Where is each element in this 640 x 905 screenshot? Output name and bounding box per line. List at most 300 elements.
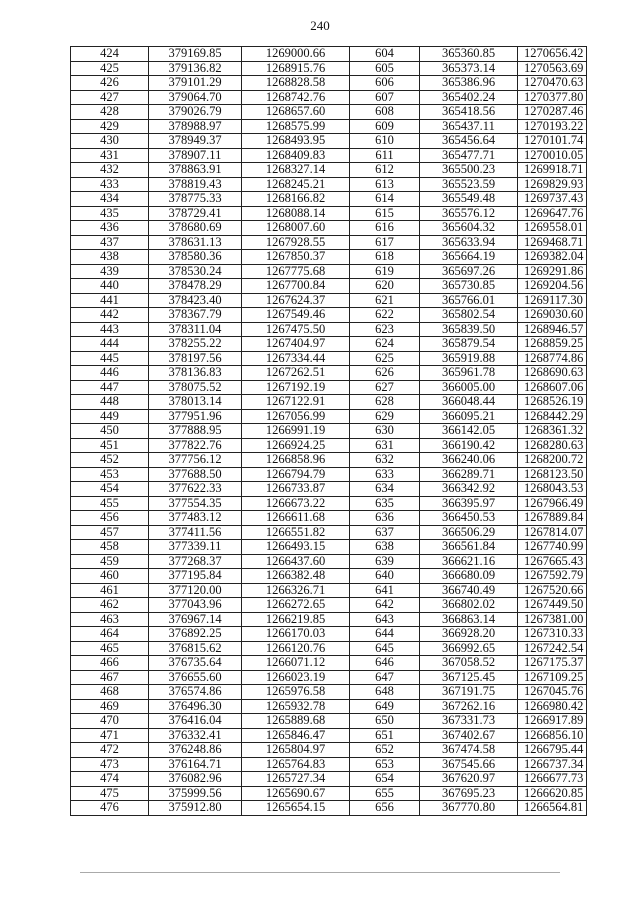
y-coordinate-left: 1266611.68 [242,511,350,526]
point-number-left: 462 [71,598,149,613]
point-number-right: 646 [350,656,420,671]
y-coordinate-left: 1266493.15 [242,540,350,555]
y-coordinate-right: 1269204.56 [518,279,587,294]
y-coordinate-right: 1269030.60 [518,308,587,323]
point-number-right: 631 [350,438,420,453]
table-row [71,540,587,555]
x-coordinate-left: 376164.71 [149,757,242,772]
point-number-left: 470 [71,714,149,729]
table-row [71,308,587,323]
x-coordinate-left: 378530.24 [149,264,242,279]
y-coordinate-left: 1267700.84 [242,279,350,294]
x-coordinate-left: 378631.13 [149,235,242,250]
y-coordinate-left: 1268657.60 [242,105,350,120]
point-number-left: 463 [71,612,149,627]
x-coordinate-left: 377622.33 [149,482,242,497]
table-row [71,47,587,62]
x-coordinate-right: 365633.94 [420,235,518,250]
point-number-right: 655 [350,786,420,801]
x-coordinate-right: 367262.16 [420,699,518,714]
x-coordinate-left: 378075.52 [149,380,242,395]
y-coordinate-left: 1265654.15 [242,801,350,816]
point-number-left: 430 [71,134,149,149]
x-coordinate-left: 378988.97 [149,119,242,134]
x-coordinate-right: 367402.67 [420,728,518,743]
table-row [71,641,587,656]
point-number-right: 634 [350,482,420,497]
y-coordinate-left: 1266794.79 [242,467,350,482]
y-coordinate-right: 1270193.22 [518,119,587,134]
y-coordinate-left: 1269000.66 [242,47,350,62]
point-number-left: 472 [71,743,149,758]
table-row [71,438,587,453]
y-coordinate-right: 1268361.32 [518,424,587,439]
point-number-left: 432 [71,163,149,178]
y-coordinate-left: 1265976.58 [242,685,350,700]
table-row [71,424,587,439]
x-coordinate-right: 365437.11 [420,119,518,134]
x-coordinate-right: 365549.48 [420,192,518,207]
coordinate-table-body [71,47,587,816]
y-coordinate-left: 1266272.65 [242,598,350,613]
table-row [71,409,587,424]
y-coordinate-left: 1267850.37 [242,250,350,265]
y-coordinate-left: 1268409.83 [242,148,350,163]
point-number-right: 621 [350,293,420,308]
y-coordinate-left: 1266219.85 [242,612,350,627]
y-coordinate-right: 1269468.71 [518,235,587,250]
x-coordinate-left: 377554.35 [149,496,242,511]
point-number-right: 609 [350,119,420,134]
table-row [71,322,587,337]
x-coordinate-left: 375912.80 [149,801,242,816]
point-number-left: 450 [71,424,149,439]
y-coordinate-right: 1268526.19 [518,395,587,410]
x-coordinate-right: 366680.09 [420,569,518,584]
x-coordinate-right: 366506.29 [420,525,518,540]
point-number-left: 445 [71,351,149,366]
x-coordinate-right: 365664.19 [420,250,518,265]
x-coordinate-left: 378819.43 [149,177,242,192]
x-coordinate-right: 365402.24 [420,90,518,105]
x-coordinate-left: 378255.22 [149,337,242,352]
table-row [71,670,587,685]
x-coordinate-right: 367125.45 [420,670,518,685]
point-number-left: 476 [71,801,149,816]
y-coordinate-left: 1265690.67 [242,786,350,801]
y-coordinate-right: 1268859.25 [518,337,587,352]
y-coordinate-right: 1270470.63 [518,76,587,91]
y-coordinate-left: 1265889.68 [242,714,350,729]
table-row [71,380,587,395]
x-coordinate-right: 367331.73 [420,714,518,729]
point-number-right: 638 [350,540,420,555]
table-row [71,482,587,497]
point-number-right: 607 [350,90,420,105]
y-coordinate-right: 1266795.44 [518,743,587,758]
table-row [71,525,587,540]
y-coordinate-right: 1267109.25 [518,670,587,685]
x-coordinate-left: 377888.95 [149,424,242,439]
y-coordinate-right: 1266980.42 [518,699,587,714]
point-number-left: 433 [71,177,149,192]
point-number-left: 458 [71,540,149,555]
point-number-left: 444 [71,337,149,352]
table-row [71,206,587,221]
point-number-right: 654 [350,772,420,787]
point-number-left: 429 [71,119,149,134]
y-coordinate-left: 1267334.44 [242,351,350,366]
x-coordinate-right: 366095.21 [420,409,518,424]
table-row [71,366,587,381]
table-row [71,728,587,743]
point-number-right: 618 [350,250,420,265]
point-number-left: 456 [71,511,149,526]
x-coordinate-right: 366450.53 [420,511,518,526]
y-coordinate-right: 1266737.34 [518,757,587,772]
point-number-right: 617 [350,235,420,250]
table-row [71,801,587,816]
table-row [71,757,587,772]
x-coordinate-right: 366561.84 [420,540,518,555]
y-coordinate-left: 1268088.14 [242,206,350,221]
x-coordinate-left: 377120.00 [149,583,242,598]
table-row [71,467,587,482]
point-number-left: 447 [71,380,149,395]
y-coordinate-right: 1268607.06 [518,380,587,395]
y-coordinate-right: 1267889.84 [518,511,587,526]
point-number-right: 606 [350,76,420,91]
x-coordinate-left: 376416.04 [149,714,242,729]
table-row [71,163,587,178]
x-coordinate-left: 378197.56 [149,351,242,366]
y-coordinate-left: 1268915.76 [242,61,350,76]
x-coordinate-left: 378478.29 [149,279,242,294]
x-coordinate-left: 376496.30 [149,699,242,714]
y-coordinate-right: 1270563.69 [518,61,587,76]
y-coordinate-right: 1268442.29 [518,409,587,424]
x-coordinate-left: 376082.96 [149,772,242,787]
y-coordinate-left: 1268493.95 [242,134,350,149]
point-number-left: 467 [71,670,149,685]
point-number-right: 608 [350,105,420,120]
x-coordinate-left: 379136.82 [149,61,242,76]
point-number-right: 642 [350,598,420,613]
x-coordinate-left: 377756.12 [149,453,242,468]
x-coordinate-left: 378680.69 [149,221,242,236]
y-coordinate-left: 1266733.87 [242,482,350,497]
x-coordinate-left: 377043.96 [149,598,242,613]
point-number-left: 461 [71,583,149,598]
x-coordinate-left: 378863.91 [149,163,242,178]
x-coordinate-right: 367191.75 [420,685,518,700]
point-number-right: 639 [350,554,420,569]
table-row [71,90,587,105]
x-coordinate-right: 365766.01 [420,293,518,308]
x-coordinate-right: 367770.80 [420,801,518,816]
y-coordinate-right: 1270377.80 [518,90,587,105]
x-coordinate-left: 376655.60 [149,670,242,685]
table-row [71,221,587,236]
y-coordinate-right: 1269382.04 [518,250,587,265]
point-number-left: 466 [71,656,149,671]
y-coordinate-left: 1266071.12 [242,656,350,671]
y-coordinate-right: 1268774.86 [518,351,587,366]
y-coordinate-right: 1268690.63 [518,366,587,381]
table-row [71,583,587,598]
x-coordinate-right: 366142.05 [420,424,518,439]
table-row [71,235,587,250]
table-row [71,656,587,671]
y-coordinate-right: 1266620.85 [518,786,587,801]
y-coordinate-left: 1266170.03 [242,627,350,642]
point-number-left: 434 [71,192,149,207]
point-number-left: 455 [71,496,149,511]
x-coordinate-left: 377411.56 [149,525,242,540]
y-coordinate-left: 1266437.60 [242,554,350,569]
y-coordinate-right: 1267381.00 [518,612,587,627]
x-coordinate-left: 377195.84 [149,569,242,584]
point-number-right: 640 [350,569,420,584]
x-coordinate-right: 367474.58 [420,743,518,758]
x-coordinate-right: 365456.64 [420,134,518,149]
x-coordinate-right: 365477.71 [420,148,518,163]
y-coordinate-right: 1268946.57 [518,322,587,337]
point-number-left: 436 [71,221,149,236]
point-number-right: 637 [350,525,420,540]
point-number-right: 647 [350,670,420,685]
y-coordinate-right: 1269737.43 [518,192,587,207]
x-coordinate-left: 378729.41 [149,206,242,221]
bottom-divider [80,872,560,873]
y-coordinate-right: 1266677.73 [518,772,587,787]
point-number-right: 652 [350,743,420,758]
y-coordinate-right: 1267966.49 [518,496,587,511]
point-number-left: 475 [71,786,149,801]
point-number-right: 604 [350,47,420,62]
x-coordinate-right: 365576.12 [420,206,518,221]
point-number-right: 648 [350,685,420,700]
point-number-right: 630 [350,424,420,439]
point-number-right: 629 [350,409,420,424]
point-number-right: 612 [350,163,420,178]
point-number-right: 641 [350,583,420,598]
x-coordinate-right: 367545.66 [420,757,518,772]
y-coordinate-right: 1268200.72 [518,453,587,468]
x-coordinate-right: 365879.54 [420,337,518,352]
x-coordinate-right: 366740.49 [420,583,518,598]
point-number-right: 613 [350,177,420,192]
point-number-left: 453 [71,467,149,482]
y-coordinate-left: 1266382.48 [242,569,350,584]
y-coordinate-left: 1265764.83 [242,757,350,772]
x-coordinate-left: 376815.62 [149,641,242,656]
x-coordinate-left: 378580.36 [149,250,242,265]
x-coordinate-left: 379026.79 [149,105,242,120]
point-number-left: 427 [71,90,149,105]
point-number-right: 643 [350,612,420,627]
table-row [71,496,587,511]
y-coordinate-left: 1267192.19 [242,380,350,395]
y-coordinate-left: 1265846.47 [242,728,350,743]
point-number-right: 626 [350,366,420,381]
point-number-right: 635 [350,496,420,511]
point-number-left: 442 [71,308,149,323]
point-number-left: 452 [71,453,149,468]
x-coordinate-left: 376574.86 [149,685,242,700]
point-number-right: 624 [350,337,420,352]
x-coordinate-right: 366992.65 [420,641,518,656]
y-coordinate-left: 1268166.82 [242,192,350,207]
table-row [71,105,587,120]
point-number-left: 448 [71,395,149,410]
table-row [71,337,587,352]
y-coordinate-right: 1266856.10 [518,728,587,743]
y-coordinate-right: 1269117.30 [518,293,587,308]
y-coordinate-left: 1265932.78 [242,699,350,714]
x-coordinate-right: 365418.56 [420,105,518,120]
point-number-right: 616 [350,221,420,236]
x-coordinate-right: 366802.02 [420,598,518,613]
y-coordinate-left: 1267928.55 [242,235,350,250]
point-number-right: 636 [350,511,420,526]
point-number-left: 439 [71,264,149,279]
point-number-right: 645 [350,641,420,656]
y-coordinate-left: 1266924.25 [242,438,350,453]
y-coordinate-left: 1267475.50 [242,322,350,337]
y-coordinate-right: 1267520.66 [518,583,587,598]
point-number-right: 627 [350,380,420,395]
x-coordinate-right: 365730.85 [420,279,518,294]
x-coordinate-right: 366048.44 [420,395,518,410]
table-row [71,453,587,468]
y-coordinate-right: 1267449.50 [518,598,587,613]
y-coordinate-left: 1265727.34 [242,772,350,787]
x-coordinate-right: 367058.52 [420,656,518,671]
point-number-right: 649 [350,699,420,714]
y-coordinate-left: 1267262.51 [242,366,350,381]
point-number-left: 449 [71,409,149,424]
x-coordinate-right: 365604.32 [420,221,518,236]
table-row [71,714,587,729]
point-number-left: 441 [71,293,149,308]
point-number-left: 471 [71,728,149,743]
x-coordinate-right: 366863.14 [420,612,518,627]
coordinate-table [70,46,587,816]
x-coordinate-right: 365919.88 [420,351,518,366]
point-number-left: 431 [71,148,149,163]
x-coordinate-left: 379169.85 [149,47,242,62]
x-coordinate-right: 365961.78 [420,366,518,381]
point-number-right: 605 [350,61,420,76]
y-coordinate-left: 1268327.14 [242,163,350,178]
table-row [71,598,587,613]
y-coordinate-left: 1268742.76 [242,90,350,105]
x-coordinate-right: 366395.97 [420,496,518,511]
x-coordinate-right: 365697.26 [420,264,518,279]
y-coordinate-right: 1270287.46 [518,105,587,120]
x-coordinate-right: 365373.14 [420,61,518,76]
y-coordinate-left: 1268007.60 [242,221,350,236]
point-number-right: 610 [350,134,420,149]
x-coordinate-right: 367620.97 [420,772,518,787]
y-coordinate-right: 1268123.50 [518,467,587,482]
point-number-right: 622 [350,308,420,323]
y-coordinate-left: 1267122.91 [242,395,350,410]
point-number-left: 435 [71,206,149,221]
x-coordinate-right: 365802.54 [420,308,518,323]
y-coordinate-right: 1268280.63 [518,438,587,453]
y-coordinate-right: 1267665.43 [518,554,587,569]
x-coordinate-right: 365386.96 [420,76,518,91]
table-row [71,627,587,642]
y-coordinate-right: 1267045.76 [518,685,587,700]
y-coordinate-left: 1267775.68 [242,264,350,279]
y-coordinate-left: 1266326.71 [242,583,350,598]
y-coordinate-left: 1265804.97 [242,743,350,758]
x-coordinate-left: 378367.79 [149,308,242,323]
point-number-left: 424 [71,47,149,62]
y-coordinate-left: 1268828.58 [242,76,350,91]
table-row [71,177,587,192]
x-coordinate-left: 377951.96 [149,409,242,424]
x-coordinate-left: 377483.12 [149,511,242,526]
y-coordinate-right: 1269918.71 [518,163,587,178]
point-number-right: 623 [350,322,420,337]
x-coordinate-left: 378423.40 [149,293,242,308]
x-coordinate-right: 365523.59 [420,177,518,192]
table-row [71,192,587,207]
y-coordinate-right: 1270656.42 [518,47,587,62]
x-coordinate-left: 379101.29 [149,76,242,91]
point-number-right: 644 [350,627,420,642]
table-row [71,786,587,801]
table-row [71,119,587,134]
y-coordinate-left: 1266673.22 [242,496,350,511]
point-number-right: 651 [350,728,420,743]
point-number-left: 440 [71,279,149,294]
y-coordinate-left: 1266551.82 [242,525,350,540]
table-row [71,554,587,569]
y-coordinate-right: 1269291.86 [518,264,587,279]
table-row [71,511,587,526]
table-row [71,699,587,714]
y-coordinate-right: 1270101.74 [518,134,587,149]
x-coordinate-left: 378775.33 [149,192,242,207]
y-coordinate-right: 1268043.53 [518,482,587,497]
point-number-left: 438 [71,250,149,265]
point-number-left: 428 [71,105,149,120]
point-number-left: 459 [71,554,149,569]
table-row [71,395,587,410]
y-coordinate-right: 1269558.01 [518,221,587,236]
point-number-left: 426 [71,76,149,91]
point-number-right: 611 [350,148,420,163]
x-coordinate-left: 378949.37 [149,134,242,149]
table-row [71,351,587,366]
point-number-left: 446 [71,366,149,381]
x-coordinate-left: 379064.70 [149,90,242,105]
point-number-right: 614 [350,192,420,207]
y-coordinate-left: 1266858.96 [242,453,350,468]
point-number-left: 468 [71,685,149,700]
y-coordinate-right: 1267242.54 [518,641,587,656]
y-coordinate-right: 1267740.99 [518,540,587,555]
y-coordinate-right: 1269647.76 [518,206,587,221]
x-coordinate-left: 378136.83 [149,366,242,381]
y-coordinate-left: 1267404.97 [242,337,350,352]
table-row [71,134,587,149]
